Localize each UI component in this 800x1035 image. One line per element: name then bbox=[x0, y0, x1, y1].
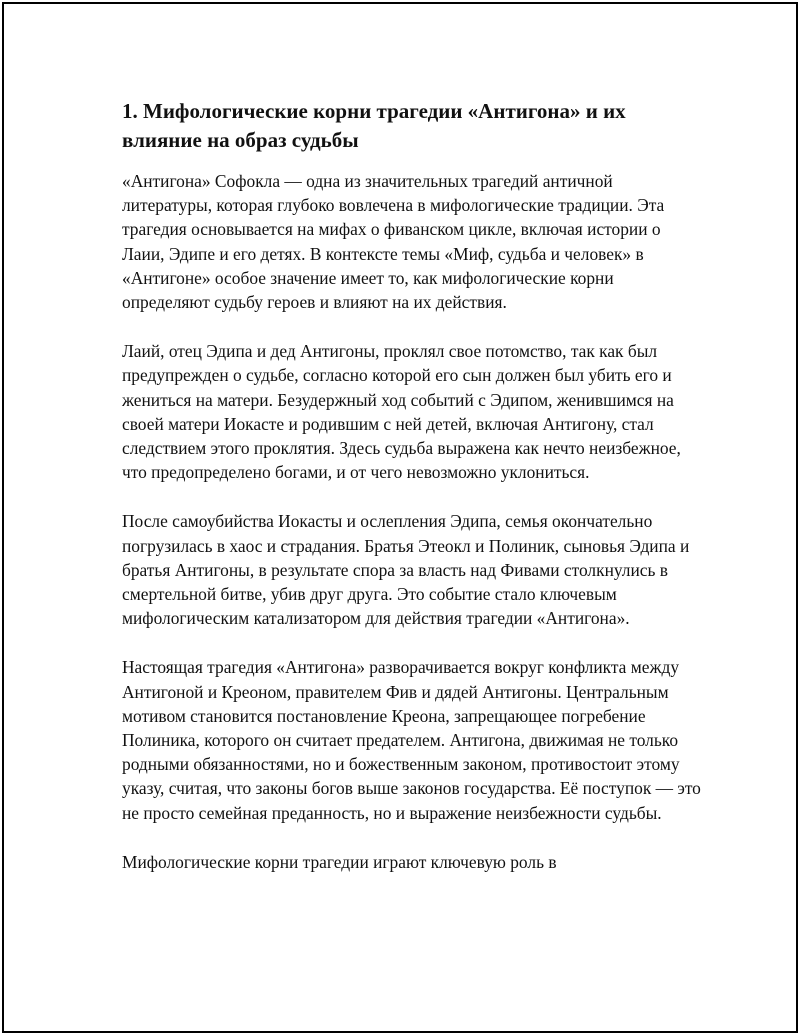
page bbox=[2, 2, 798, 1033]
paragraph-2: Лаий, отец Эдипа и дед Антигоны, проклял свое потомство, так как был предупрежден о судьбе, согласно которой его сын должен был убить его и жениться на матери. Безудержный ход событий с Эдипом, женившимся на своей матери Иокасте и родившим с ней детей, включая Антигону, стал следствием этого проклятия. Здесь судьба выражена как нечто неизбежное, что предопределено богами, и от чего невозможно уклониться. bbox=[122, 341, 681, 483]
paragraph-5: Мифологические корни трагедии играют ключевую роль в bbox=[122, 851, 557, 872]
paragraph-4: Настоящая трагедия «Антигона» разворачивается вокруг конфликта между Антигоной и Креоном, правителем Фив и дядей Антигоны. Центральным мотивом становится постановление Креона, запрещающее погребение Полиника, которого он считает предателем. Антигона, движимая не только родными обязанностями, но и божественным законом, противостоит этому указу, считая, что законы богов выше законов государства. Её поступок — это не просто семейная преданность, но и выражение неизбежности судьбы. bbox=[122, 657, 701, 823]
document-body bbox=[122, 97, 702, 899]
paragraph-3: После самоубийства Иокасты и ослепления Эдипа, семья окончательно погрузилась в хаос и страдания. Братья Этеокл и Полиник, сыновья Эдипа и братья Антигоны, в результате спора за власть над Фивами столкнулись в смертельной битве, убив друг друга. Это событие стало ключевым мифологическим катализатором для действия трагедии «Антигона». bbox=[122, 511, 690, 629]
paragraph-1: «Антигона» Софокла — одна из значительных трагедий античной литературы, которая глубоко вовлечена в мифологические традиции. Эта трагедия основывается на мифах о фиванском цикле, включая истории о Лаии, Эдипе и его детях. В контексте темы «Миф, судьба и человек» в «Антигоне» особое значение имеет то, как мифологические корни определяют судьбу героев и влияют на их действия. bbox=[122, 171, 665, 313]
section-title: 1. Мифологические корни трагедии «Антигона» и их влияние на образ судьбы bbox=[122, 99, 626, 152]
